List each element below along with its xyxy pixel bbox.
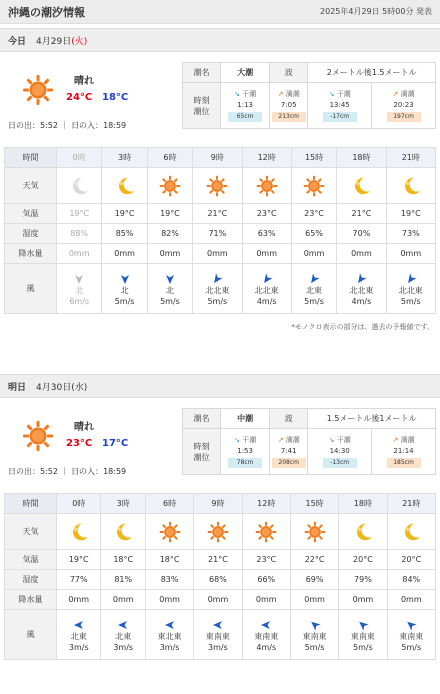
hour-time: 15時 bbox=[290, 494, 338, 514]
tide-level: 197cm bbox=[387, 112, 421, 122]
hour-time: 21時 bbox=[387, 494, 435, 514]
hour-wind bbox=[102, 264, 147, 314]
wind-direction: 東南東 bbox=[302, 631, 327, 641]
hour-time: 6時 bbox=[147, 148, 192, 168]
row-label-time: 時間 bbox=[5, 494, 57, 514]
hour-time: 21時 bbox=[386, 148, 435, 168]
hour-humidity: 65% bbox=[291, 224, 336, 244]
wind-speed: 4m/s bbox=[256, 642, 277, 652]
hour-time: 0時 bbox=[57, 494, 101, 514]
hour-time: 12時 bbox=[242, 148, 291, 168]
sunset-label: 日の入： bbox=[71, 467, 104, 476]
hour-wind bbox=[147, 264, 192, 314]
hour-temp: 23°C bbox=[242, 550, 290, 570]
today-section bbox=[0, 28, 440, 348]
hour-humidity: 70% bbox=[337, 224, 386, 244]
tide-name: 中潮 bbox=[221, 409, 270, 429]
daily-weather bbox=[8, 412, 168, 490]
tide-entry bbox=[308, 83, 372, 129]
wind-direction: 東南東 bbox=[254, 631, 279, 641]
wind-direction: 北東 bbox=[115, 631, 132, 641]
wind-direction: 東南東 bbox=[205, 631, 230, 641]
hour-precip: 0mm bbox=[145, 590, 193, 610]
wave-label: 波 bbox=[270, 409, 308, 429]
hour-weather bbox=[101, 514, 145, 550]
hourly-table bbox=[4, 493, 436, 660]
wind-speed: 5m/s bbox=[401, 642, 422, 652]
wind-speed: 4m/s bbox=[351, 296, 372, 306]
hour-precip: 0mm bbox=[193, 244, 242, 264]
hour-temp: 21°C bbox=[337, 204, 386, 224]
hour-temp: 19°C bbox=[147, 204, 192, 224]
sun-icon bbox=[303, 175, 325, 197]
hour-humidity: 83% bbox=[145, 570, 193, 590]
tide-level: 65cm bbox=[228, 112, 262, 122]
weather-name: 晴れ bbox=[74, 422, 94, 433]
hour-precip: 0mm bbox=[101, 590, 145, 610]
sun-icon bbox=[255, 521, 277, 543]
tide-kind: 干潮 bbox=[336, 90, 351, 98]
row-label-weather: 天気 bbox=[5, 168, 57, 204]
sun-icon bbox=[304, 521, 326, 543]
hour-weather bbox=[242, 514, 290, 550]
tide-kind: 満潮 bbox=[285, 436, 300, 444]
hour-wind bbox=[242, 610, 290, 660]
wind-arrow-icon bbox=[358, 620, 368, 630]
wind-speed: 5m/s bbox=[353, 642, 373, 652]
tide-level: 185cm bbox=[387, 458, 421, 468]
wind-direction: 北北東 bbox=[254, 285, 279, 295]
wind-direction: 北東 bbox=[306, 285, 323, 295]
tide-kind: 満潮 bbox=[400, 90, 415, 98]
moon-icon bbox=[400, 521, 422, 543]
sunset-time: 18:59 bbox=[103, 121, 127, 130]
tide-time: 7:41 bbox=[280, 447, 297, 455]
hour-weather bbox=[147, 168, 192, 204]
temp-max: 24°C bbox=[66, 92, 93, 103]
wind-arrow-icon bbox=[406, 620, 416, 630]
hour-precip: 0mm bbox=[337, 244, 386, 264]
hour-wind bbox=[101, 610, 145, 660]
tide-table bbox=[182, 62, 436, 129]
tide-time: 1:13 bbox=[237, 101, 253, 109]
hour-temp: 23°C bbox=[291, 204, 336, 224]
wind-arrow-icon bbox=[165, 620, 175, 630]
hour-wind bbox=[339, 610, 387, 660]
wind-speed: 5m/s bbox=[400, 296, 421, 306]
hour-precip: 0mm bbox=[242, 590, 290, 610]
sun-icon bbox=[159, 521, 181, 543]
sunrise-label: 日の出： bbox=[8, 121, 40, 130]
wind-arrow-icon bbox=[118, 620, 128, 630]
day-date: 4月30日(水) bbox=[36, 382, 88, 393]
moon-icon bbox=[112, 521, 134, 543]
wave-value: 2メートル後1.5メートル bbox=[308, 63, 436, 83]
wind-direction: 北北東 bbox=[398, 285, 423, 295]
hour-time: 18時 bbox=[339, 494, 387, 514]
sunrise-time: 5:52 bbox=[40, 121, 58, 130]
temp-max: 23°C bbox=[66, 438, 93, 449]
hour-humidity: 85% bbox=[102, 224, 147, 244]
hour-wind bbox=[386, 264, 435, 314]
hour-precip: 0mm bbox=[386, 244, 435, 264]
wind-arrow-icon bbox=[165, 274, 175, 284]
tide-kind: 干潮 bbox=[242, 90, 257, 98]
tide-entry bbox=[270, 429, 308, 475]
wave-value: 1.5メートル後1メートル bbox=[308, 409, 436, 429]
tide-kind: 満潮 bbox=[400, 436, 415, 444]
sun-times: 日の出：5:52 ｜ 日の入：18:59 bbox=[8, 121, 127, 130]
hour-weather bbox=[337, 168, 386, 204]
hour-weather bbox=[145, 514, 193, 550]
sun-icon bbox=[206, 175, 228, 197]
hour-temp: 19°C bbox=[57, 204, 102, 224]
hour-temp: 20°C bbox=[339, 550, 387, 570]
wind-arrow-icon bbox=[309, 274, 319, 284]
wind-direction: 北東 bbox=[70, 631, 87, 641]
tide-time: 13:45 bbox=[329, 101, 350, 109]
hour-wind bbox=[337, 264, 386, 314]
wind-direction: 北 bbox=[75, 285, 84, 295]
wind-arrow-icon bbox=[261, 620, 271, 630]
arrow-down-right-icon: ↘ bbox=[328, 90, 337, 98]
sun-times: 日の出：5:52 ｜ 日の入：18:59 bbox=[8, 467, 127, 476]
tide-kind: 満潮 bbox=[285, 90, 300, 98]
hour-wind bbox=[193, 264, 242, 314]
day-of-week: (火) bbox=[71, 36, 88, 47]
moon-icon bbox=[400, 175, 422, 197]
hour-time: 3時 bbox=[102, 148, 147, 168]
hour-wind bbox=[57, 610, 101, 660]
tide-time: 21:14 bbox=[393, 447, 414, 455]
wave-label: 波 bbox=[270, 63, 308, 83]
hour-temp: 19°C bbox=[386, 204, 435, 224]
hour-weather bbox=[194, 514, 242, 550]
times-line2: 潮位 bbox=[193, 452, 210, 462]
tide-table bbox=[182, 408, 436, 475]
wind-speed: 3m/s bbox=[159, 642, 180, 652]
page-header bbox=[0, 0, 440, 24]
arrow-up-right-icon: ↗ bbox=[392, 436, 401, 444]
row-label-wind: 風 bbox=[5, 610, 57, 660]
page-title: 沖縄の潮汐情報 bbox=[8, 5, 85, 19]
wind-arrow-icon bbox=[310, 620, 320, 630]
hour-temp: 20°C bbox=[387, 550, 435, 570]
hour-weather bbox=[290, 514, 338, 550]
tide-kind: 干潮 bbox=[242, 436, 257, 444]
hour-temp: 19°C bbox=[102, 204, 147, 224]
arrow-up-right-icon: ↗ bbox=[277, 90, 286, 98]
arrow-down-right-icon: ↘ bbox=[234, 90, 243, 98]
moon-icon bbox=[352, 521, 374, 543]
tide-entry bbox=[221, 83, 270, 129]
hourly-table bbox=[4, 147, 436, 314]
hour-humidity: 81% bbox=[101, 570, 145, 590]
tide-time: 14:30 bbox=[329, 447, 350, 455]
tide-kind: 干潮 bbox=[336, 436, 351, 444]
row-label-precip: 降水量 bbox=[5, 590, 57, 610]
arrow-up-right-icon: ↗ bbox=[392, 90, 401, 98]
hour-humidity: 77% bbox=[57, 570, 101, 590]
hour-time: 0時 bbox=[57, 148, 102, 168]
day-bar bbox=[0, 28, 440, 52]
day-date: 4月29日 bbox=[36, 36, 72, 47]
wind-speed: 5m/s bbox=[304, 642, 325, 652]
hour-humidity: 68% bbox=[194, 570, 242, 590]
wind-arrow-icon bbox=[74, 620, 84, 630]
hour-humidity: 88% bbox=[57, 224, 102, 244]
moon-icon bbox=[350, 175, 372, 197]
hour-humidity: 79% bbox=[339, 570, 387, 590]
hour-precip: 0mm bbox=[102, 244, 147, 264]
wind-arrow-icon bbox=[212, 274, 222, 284]
row-label-temp: 気温 bbox=[5, 550, 57, 570]
wind-direction: 東南東 bbox=[399, 631, 424, 641]
hour-time: 15時 bbox=[291, 148, 336, 168]
sun-icon bbox=[207, 521, 229, 543]
hour-humidity: 82% bbox=[147, 224, 192, 244]
wind-speed: 5m/s bbox=[160, 296, 180, 306]
hour-precip: 0mm bbox=[147, 244, 192, 264]
tide-level: -13cm bbox=[323, 458, 357, 468]
hour-temp: 18°C bbox=[101, 550, 145, 570]
hour-humidity: 69% bbox=[290, 570, 338, 590]
times-line1: 時刻 bbox=[193, 441, 210, 451]
sun-icon bbox=[22, 74, 54, 106]
hour-precip: 0mm bbox=[387, 590, 435, 610]
wind-speed: 4m/s bbox=[256, 296, 277, 306]
wind-direction: 北 bbox=[165, 285, 174, 295]
published-time: 2025年4月29日 5時00分 発表 bbox=[320, 7, 432, 16]
tide-entry bbox=[270, 83, 308, 129]
hour-weather bbox=[102, 168, 147, 204]
moon-icon bbox=[114, 175, 136, 197]
daily-weather bbox=[8, 66, 168, 144]
hour-precip: 0mm bbox=[291, 244, 336, 264]
day-label: 明日 bbox=[8, 382, 27, 393]
hour-weather bbox=[57, 168, 102, 204]
hour-time: 18時 bbox=[337, 148, 386, 168]
hour-temp: 22°C bbox=[290, 550, 338, 570]
wind-speed: 3m/s bbox=[113, 642, 134, 652]
hour-wind bbox=[57, 264, 102, 314]
tide-level: 213cm bbox=[272, 112, 306, 122]
hour-temp: 21°C bbox=[194, 550, 242, 570]
wind-speed: 5m/s bbox=[304, 296, 324, 306]
hour-humidity: 71% bbox=[193, 224, 242, 244]
hour-temp: 19°C bbox=[57, 550, 101, 570]
tide-level: -17cm bbox=[323, 112, 357, 122]
wind-direction: 北 bbox=[120, 285, 129, 295]
hour-precip: 0mm bbox=[339, 590, 387, 610]
moon-icon bbox=[68, 175, 90, 197]
tide-times-label bbox=[183, 83, 221, 129]
hour-humidity: 84% bbox=[387, 570, 435, 590]
tide-name: 大潮 bbox=[221, 63, 270, 83]
weather-name: 晴れ bbox=[74, 76, 94, 87]
tomorrow-section bbox=[0, 374, 440, 694]
hour-time: 6時 bbox=[145, 494, 193, 514]
day-label: 今日 bbox=[8, 36, 27, 47]
hour-precip: 0mm bbox=[290, 590, 338, 610]
wind-direction: 北北東 bbox=[205, 285, 230, 295]
tide-times-label bbox=[183, 429, 221, 475]
hour-humidity: 73% bbox=[386, 224, 435, 244]
hour-humidity: 63% bbox=[242, 224, 291, 244]
hour-wind bbox=[387, 610, 435, 660]
hour-precip: 0mm bbox=[242, 244, 291, 264]
hour-precip: 0mm bbox=[194, 590, 242, 610]
arrow-up-right-icon: ↗ bbox=[277, 436, 286, 444]
row-label-weather: 天気 bbox=[5, 514, 57, 550]
wind-arrow-icon bbox=[262, 274, 272, 284]
sunset-time: 18:59 bbox=[103, 467, 127, 476]
row-label-temp: 気温 bbox=[5, 204, 57, 224]
hour-wind bbox=[291, 264, 336, 314]
tide-time: 20:23 bbox=[393, 101, 414, 109]
sunrise-label: 日の出： bbox=[8, 467, 40, 476]
wind-arrow-icon bbox=[356, 274, 366, 284]
tide-time: 7:05 bbox=[280, 101, 297, 109]
temp-min: 18°C bbox=[102, 92, 129, 103]
moon-icon bbox=[68, 521, 90, 543]
row-label-time: 時間 bbox=[5, 148, 57, 168]
wind-speed: 3m/s bbox=[208, 642, 228, 652]
past-forecast-note: *モノクロ表示の部分は、過去の予報値です。 bbox=[291, 323, 434, 331]
hour-temp: 23°C bbox=[242, 204, 291, 224]
hour-weather bbox=[242, 168, 291, 204]
hour-weather bbox=[387, 514, 435, 550]
wind-direction: 東南東 bbox=[350, 631, 375, 641]
sun-icon bbox=[256, 175, 278, 197]
hour-temp: 21°C bbox=[193, 204, 242, 224]
row-label-humidity: 湿度 bbox=[5, 224, 57, 244]
hour-time: 12時 bbox=[242, 494, 290, 514]
tide-name-label: 潮名 bbox=[183, 409, 221, 429]
tide-name-label: 潮名 bbox=[183, 63, 221, 83]
hour-wind bbox=[242, 264, 291, 314]
day-bar bbox=[0, 374, 440, 398]
hour-time: 9時 bbox=[193, 148, 242, 168]
hour-time: 9時 bbox=[194, 494, 242, 514]
hour-weather bbox=[386, 168, 435, 204]
tide-entry bbox=[372, 429, 436, 475]
wind-speed: 6m/s bbox=[69, 296, 90, 306]
sunset-label: 日の入： bbox=[71, 121, 104, 130]
arrow-down-right-icon: ↘ bbox=[328, 436, 337, 444]
tide-level: 78cm bbox=[228, 458, 262, 468]
row-label-humidity: 湿度 bbox=[5, 570, 57, 590]
wind-arrow-icon bbox=[74, 274, 84, 284]
wind-direction: 北北東 bbox=[349, 285, 374, 295]
wind-speed: 5m/s bbox=[207, 296, 228, 306]
wind-speed: 3m/s bbox=[68, 642, 89, 652]
hour-precip: 0mm bbox=[57, 244, 102, 264]
tide-entry bbox=[372, 83, 436, 129]
arrow-down-right-icon: ↘ bbox=[234, 436, 243, 444]
wind-arrow-icon bbox=[213, 620, 223, 630]
hour-precip: 0mm bbox=[57, 590, 101, 610]
wind-arrow-icon bbox=[406, 274, 416, 284]
hour-wind bbox=[145, 610, 193, 660]
times-line2: 潮位 bbox=[193, 106, 210, 116]
hour-wind bbox=[290, 610, 338, 660]
tide-time: 1:53 bbox=[237, 447, 253, 455]
sun-icon bbox=[159, 175, 181, 197]
hour-weather bbox=[193, 168, 242, 204]
hour-time: 3時 bbox=[101, 494, 145, 514]
temp-min: 17°C bbox=[102, 438, 129, 449]
hour-weather bbox=[57, 514, 101, 550]
tide-entry bbox=[221, 429, 270, 475]
hour-temp: 18°C bbox=[145, 550, 193, 570]
tide-level: 208cm bbox=[272, 458, 306, 468]
wind-speed: 5m/s bbox=[114, 296, 135, 306]
row-label-wind: 風 bbox=[5, 264, 57, 314]
wind-direction: 東北東 bbox=[157, 631, 182, 641]
hour-weather bbox=[291, 168, 336, 204]
hour-weather bbox=[339, 514, 387, 550]
sun-icon bbox=[22, 420, 54, 452]
tide-entry bbox=[308, 429, 372, 475]
sunrise-time: 5:52 bbox=[40, 467, 58, 476]
hour-humidity: 66% bbox=[242, 570, 290, 590]
row-label-precip: 降水量 bbox=[5, 244, 57, 264]
times-line1: 時刻 bbox=[193, 95, 210, 105]
wind-arrow-icon bbox=[120, 274, 130, 284]
hour-wind bbox=[194, 610, 242, 660]
